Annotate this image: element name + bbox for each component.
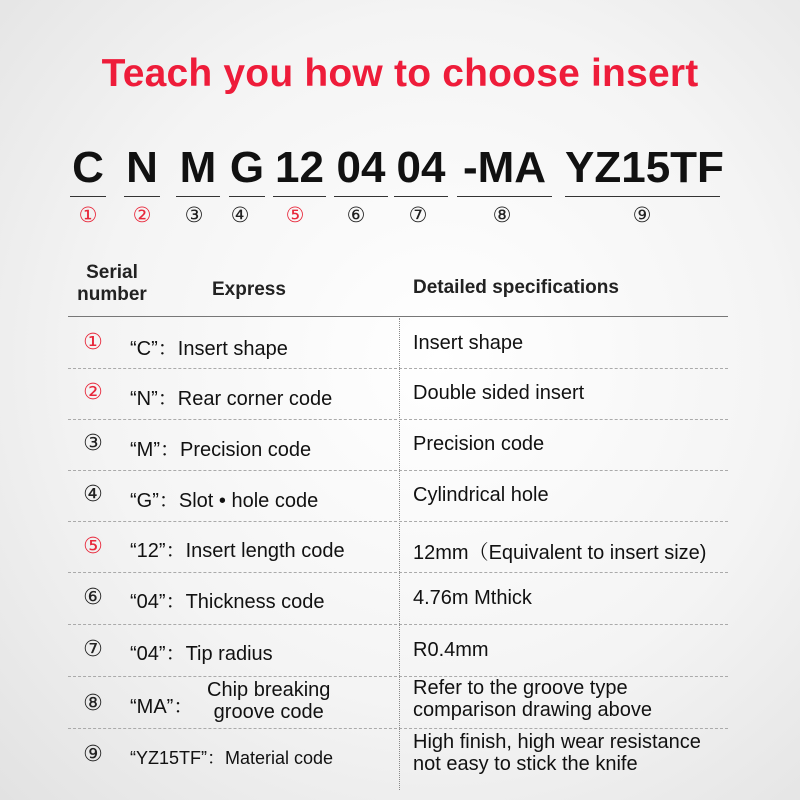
spec-text-line1: Refer to the groove type <box>413 677 628 699</box>
code-part-hole: G <box>229 142 265 197</box>
code-number: ③ <box>184 204 204 227</box>
code-part-radius: 04 <box>394 142 448 197</box>
express-text-line2: groove code <box>213 701 324 723</box>
serial-number: ① <box>83 329 103 354</box>
code-label: “M” <box>130 439 160 461</box>
express-text: Rear corner code <box>177 388 333 410</box>
serial-header-line1: Serial <box>86 262 138 283</box>
code-label: “04” <box>130 591 166 613</box>
row-divider <box>68 624 728 625</box>
code-part-length: 12 <box>273 142 326 197</box>
express-text: Precision code <box>179 439 312 461</box>
code-number: ⑦ <box>408 204 428 227</box>
express-cell <box>130 637 273 666</box>
spec-cell: Double sided insert <box>413 382 585 404</box>
spec-cell: 12mm（Equivalent to insert size) <box>413 542 707 564</box>
code-number: ① <box>78 204 98 227</box>
row-divider <box>68 470 728 471</box>
details-header: Detailed specifications <box>413 277 619 298</box>
serial-number: ② <box>83 379 103 404</box>
code-part-grade: YZ15TF <box>565 142 720 197</box>
separator: ： <box>157 338 178 360</box>
code-part-chipbreaker: -MA <box>457 142 552 197</box>
express-cell <box>130 433 311 462</box>
spec-cell: R0.4mm <box>413 639 489 661</box>
spec-text-line1: High finish, high wear resistance <box>413 731 701 753</box>
separator: ： <box>158 490 179 512</box>
serial-number: ⑤ <box>83 533 103 558</box>
code-label: “C” <box>130 338 158 360</box>
separator: ： <box>157 388 178 410</box>
code-part-thickness: 04 <box>334 142 388 197</box>
code-label: “12” <box>130 540 166 562</box>
express-text: Material code <box>225 748 334 768</box>
express-text-line1: Chip breaking <box>207 679 331 701</box>
express-cell <box>130 534 345 563</box>
separator: ： <box>165 591 186 613</box>
express-text: Insert shape <box>177 338 288 360</box>
separator: ： <box>159 439 180 461</box>
code-label: “04” <box>130 643 166 665</box>
page-title: Teach you how to choose insert <box>101 52 699 95</box>
spec-cell: Precision code <box>413 433 545 455</box>
serial-number: ④ <box>83 481 103 506</box>
express-text: Thickness code <box>185 591 325 613</box>
code-number: ⑤ <box>285 204 305 227</box>
row-divider <box>68 728 728 729</box>
serial-number: ③ <box>83 430 103 455</box>
spec-text-line2: not easy to stick the knife <box>413 753 638 775</box>
code-number: ④ <box>230 204 250 227</box>
row-divider <box>68 419 728 420</box>
spec-text-line2: comparison drawing above <box>413 699 653 721</box>
header-divider <box>68 316 728 317</box>
code-part-precision: M <box>176 142 220 197</box>
spec-cell-multiline <box>413 677 652 721</box>
serial-number: ⑧ <box>83 690 103 715</box>
spec-cell-multiline <box>413 731 701 775</box>
code-part-shape: C <box>70 142 106 197</box>
express-cell <box>130 332 288 361</box>
serial-number-header <box>72 262 152 306</box>
spec-cell: Cylindrical hole <box>413 484 549 506</box>
code-number: ⑨ <box>632 204 652 227</box>
express-cell <box>130 484 318 513</box>
express-header: Express <box>212 279 286 300</box>
express-cell <box>130 690 193 719</box>
express-cell <box>130 585 325 614</box>
separator: ： <box>173 696 194 718</box>
express-cell <box>130 382 332 411</box>
column-divider <box>399 318 400 790</box>
row-divider <box>68 572 728 573</box>
separator: ： <box>165 540 186 562</box>
row-divider <box>68 368 728 369</box>
code-label: “MA” <box>130 696 174 718</box>
separator: ： <box>165 643 186 665</box>
code-number: ⑥ <box>346 204 366 227</box>
separator: ： <box>207 748 226 768</box>
spec-cell: Insert shape <box>413 332 524 354</box>
code-number: ② <box>132 204 152 227</box>
code-label: “G” <box>130 490 159 512</box>
express-text: Slot • hole code <box>178 490 319 512</box>
serial-number: ⑦ <box>83 636 103 661</box>
express-text: Insert length code <box>185 540 345 562</box>
code-part-clearance: N <box>124 142 160 197</box>
express-cell <box>130 744 333 770</box>
code-label: “YZ15TF” <box>130 748 208 768</box>
spec-cell: 4.76m Mthick <box>413 587 532 609</box>
serial-number: ⑨ <box>83 741 103 766</box>
model-code-breakdown <box>0 142 800 227</box>
row-divider <box>68 521 728 522</box>
code-number: ⑧ <box>492 204 512 227</box>
express-cell-multiline <box>207 679 330 723</box>
serial-header-line2: number <box>77 284 147 305</box>
express-text: Tip radius <box>185 643 273 665</box>
code-label: “N” <box>130 388 158 410</box>
serial-number: ⑥ <box>83 584 103 609</box>
